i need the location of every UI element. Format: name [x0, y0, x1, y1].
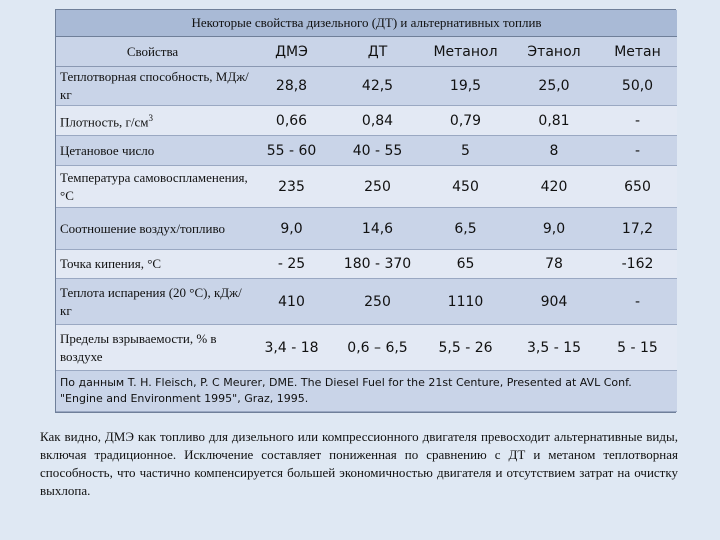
- cell-value: 5,5 - 26: [421, 325, 510, 371]
- row-property: Точка кипения, °С: [56, 250, 249, 279]
- cell-value: 180 - 370: [334, 250, 421, 279]
- cell-value: 450: [421, 166, 510, 208]
- cell-value: 235: [249, 166, 334, 208]
- cell-value: - 25: [249, 250, 334, 279]
- cell-value: 9,0: [249, 208, 334, 250]
- cell-value: 0,6 – 6,5: [334, 325, 421, 371]
- cell-value: 6,5: [421, 208, 510, 250]
- cell-value: 9,0: [510, 208, 598, 250]
- cell-value: 25,0: [510, 67, 598, 106]
- cell-value: 904: [510, 279, 598, 325]
- cell-value: 420: [510, 166, 598, 208]
- cell-value: 0,66: [249, 106, 334, 136]
- header-fuel-diesel: ДТ: [334, 37, 421, 67]
- table-row: [56, 67, 677, 106]
- table-row: [56, 279, 677, 325]
- cell-value: -162: [598, 250, 677, 279]
- cell-value: 78: [510, 250, 598, 279]
- row-property: Пределы взрываемости, % в воздухе: [56, 325, 249, 371]
- table-row: [56, 250, 677, 279]
- cell-value: 50,0: [598, 67, 677, 106]
- cell-value: -: [598, 136, 677, 166]
- cell-value: 0,79: [421, 106, 510, 136]
- table-row: [56, 166, 677, 208]
- cell-value: 19,5: [421, 67, 510, 106]
- cell-value: 410: [249, 279, 334, 325]
- cell-value: 65: [421, 250, 510, 279]
- header-fuel-dme: ДМЭ: [249, 37, 334, 67]
- table-header-row: [56, 37, 677, 67]
- cell-value: 250: [334, 279, 421, 325]
- table-row: [56, 325, 677, 371]
- table-caption: Некоторые свойства дизельного (ДТ) и альтернативных топлив: [56, 10, 677, 37]
- cell-value: 3,5 - 15: [510, 325, 598, 371]
- cell-value: 14,6: [334, 208, 421, 250]
- properties-table-container: [55, 9, 676, 413]
- row-property: Цетановое число: [56, 136, 249, 166]
- row-property: Теплотворная способность, МДж/кг: [56, 67, 249, 106]
- cell-value: -: [598, 106, 677, 136]
- cell-value: 0,84: [334, 106, 421, 136]
- cell-value: 5: [421, 136, 510, 166]
- header-fuel-methanol: Метанол: [421, 37, 510, 67]
- superscript: 3: [148, 113, 153, 124]
- header-fuel-methane: Метан: [598, 37, 677, 67]
- cell-value: -: [598, 279, 677, 325]
- table-row: [56, 136, 677, 166]
- table-source-note: По данным T. H. Fleisch, P. C Meurer, DME. The Diesel Fuel for the 21st Centure, Presented at AVL Conf. "Engine and Environment 1995", Graz, 1995.: [56, 371, 677, 412]
- table-source-row: [56, 371, 677, 412]
- row-property: Теплота испарения (20 °С), кДж/кг: [56, 279, 249, 325]
- row-property: [56, 106, 249, 136]
- cell-value: 42,5: [334, 67, 421, 106]
- cell-value: 28,8: [249, 67, 334, 106]
- cell-value: 8: [510, 136, 598, 166]
- header-fuel-ethanol: Этанол: [510, 37, 598, 67]
- row-property-text: Плотность, г/см: [60, 114, 149, 130]
- table-row: [56, 208, 677, 250]
- cell-value: 55 - 60: [249, 136, 334, 166]
- table-row: [56, 106, 677, 136]
- row-property: Температура самовоспламенения, °С: [56, 166, 249, 208]
- cell-value: 17,2: [598, 208, 677, 250]
- cell-value: 650: [598, 166, 677, 208]
- cell-value: 0,81: [510, 106, 598, 136]
- cell-value: 1110: [421, 279, 510, 325]
- cell-value: 40 - 55: [334, 136, 421, 166]
- fuel-properties-table: [56, 10, 677, 412]
- header-property: Свойства: [56, 37, 249, 67]
- cell-value: 250: [334, 166, 421, 208]
- cell-value: 5 - 15: [598, 325, 677, 371]
- row-property: Соотношение воздух/топливо: [56, 208, 249, 250]
- cell-value: 3,4 - 18: [249, 325, 334, 371]
- body-paragraph: Как видно, ДМЭ как топливо для дизельного или компрессионного двигателя превосходит альтернативные виды, включая традиционное. Исключение составляет пониженная по сравнению с ДТ и метаном теплотворная способность, что частично компенсируется большей экономичностью двигателя и отсутствием затрат на очистку выхлопа.: [40, 429, 678, 498]
